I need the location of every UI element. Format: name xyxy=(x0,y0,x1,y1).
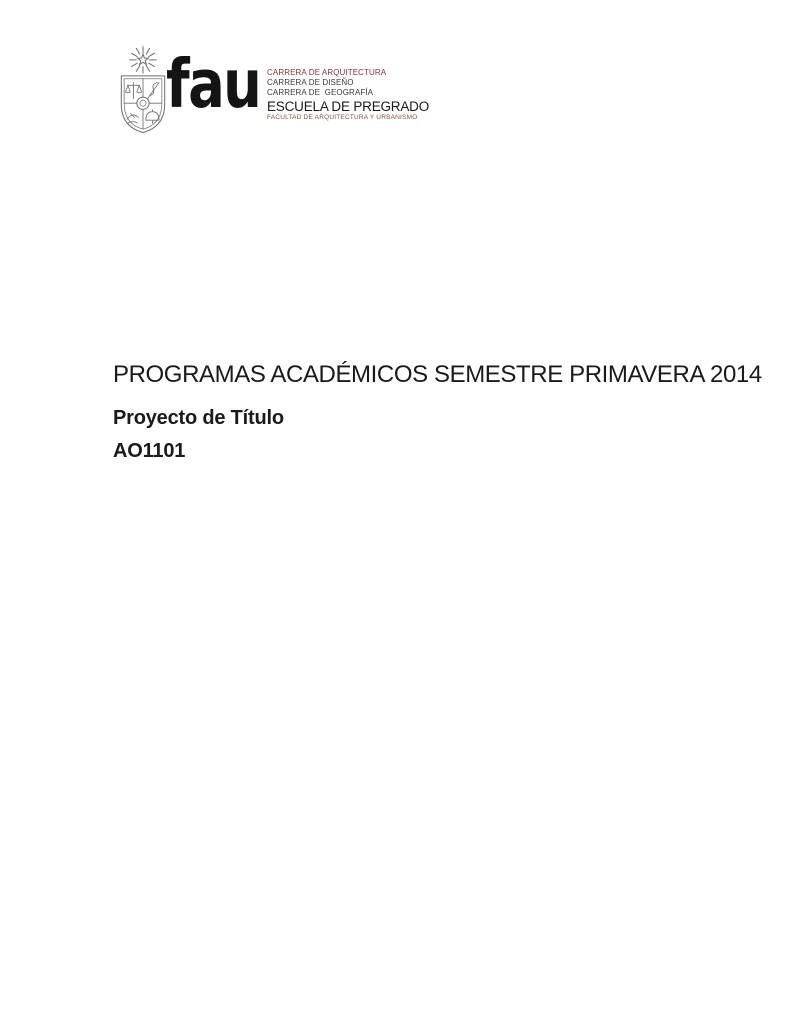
logo-text-block xyxy=(267,68,429,122)
course-title: Proyecto de Título xyxy=(113,407,284,429)
logo-line-carrera-geografia: CARRERA DE GEOGRAFÍA xyxy=(267,88,374,97)
document-title: PROGRAMAS ACADÉMICOS SEMESTRE PRIMAVERA 2014 xyxy=(113,361,762,388)
logo-line-carrera-arquitectura: CARRERA DE ARQUITECTURA xyxy=(267,68,387,77)
logo-line-facultad: FACULTAD DE ARQUITECTURA Y URBANISMO xyxy=(267,114,418,121)
logo-line-carrera-diseno: CARRERA DE DISEÑO xyxy=(267,78,354,87)
fau-wordmark: fau xyxy=(166,46,261,124)
course-code: AO1101 xyxy=(113,440,186,462)
fau-logo xyxy=(110,44,429,139)
logo-line-escuela-pregrado: ESCUELA DE PREGRADO xyxy=(267,99,429,114)
